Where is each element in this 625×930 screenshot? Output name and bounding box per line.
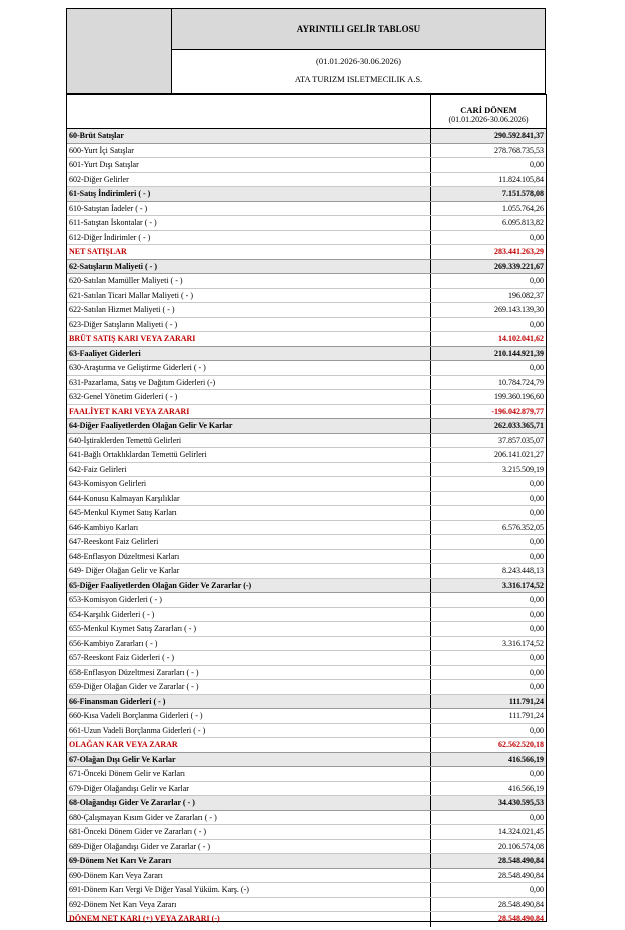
group-row: [67, 129, 546, 144]
row-value: 0,00: [530, 319, 544, 329]
group-row: [67, 796, 546, 811]
row-value: 269.339.221,67: [494, 261, 544, 271]
row-label: 655-Menkul Kıymet Satış Zararları ( - ): [69, 624, 197, 633]
row-value: 199.360.196,60: [494, 392, 544, 401]
row-value: -196.042.879,77: [491, 406, 544, 416]
row-label: 658-Enflasyon Düzeltmesi Zararları ( - ): [69, 667, 199, 677]
row-value: 7.151.578,08: [502, 189, 544, 198]
row-value: 14.324.021,45: [498, 827, 544, 836]
row-value: 0,00: [530, 653, 544, 662]
row-label: 647-Reeskont Faiz Gelirleri: [69, 537, 159, 546]
row-value: 3.215.509,19: [502, 464, 544, 474]
group-row: [67, 695, 546, 710]
report-period: (01.01.2026-30.06.2026): [316, 56, 401, 66]
table-row: [67, 869, 546, 884]
row-value: 0,00: [530, 232, 544, 242]
row-label: 641-Bağlı Ortaklıklardan Temettü Gelirleri: [69, 450, 207, 459]
row-label: 632-Genel Yönetim Giderleri ( - ): [69, 392, 178, 401]
row-label: 661-Uzun Vadeli Borçlanma Giderleri ( - ): [69, 725, 206, 735]
row-value: 0,00: [530, 363, 544, 372]
table-row: [67, 608, 546, 623]
row-label: 63-Faaliyet Giderleri: [69, 348, 141, 358]
table-row: [67, 840, 546, 855]
row-label: 611-Satıştan İskontalar ( - ): [69, 218, 157, 227]
table-row: [67, 158, 546, 173]
row-value: 262.033.365,71: [494, 421, 544, 430]
row-label: OLAĞAN KAR VEYA ZARAR: [69, 740, 178, 749]
table-row: [67, 463, 546, 478]
row-value: 290.592.841,37: [494, 131, 544, 140]
table-row: [67, 289, 546, 304]
row-label: 621-Satılan Ticari Mallar Maliyeti ( - ): [69, 290, 193, 300]
table-row: [67, 390, 546, 405]
row-label: 654-Karşılık Giderleri ( - ): [69, 609, 155, 619]
row-value: 20.106.574,08: [498, 841, 544, 851]
row-value: 278.768.735,53: [494, 145, 544, 155]
report-title: AYRINTILI GELİR TABLOSU: [172, 9, 545, 50]
row-value: 3.316.174,52: [502, 638, 544, 648]
row-label: 67-Olağan Dışı Gelir Ve Karlar: [69, 754, 176, 764]
row-value: 0,00: [530, 885, 544, 894]
table-row: [67, 666, 546, 681]
row-value: 28.548.490,84: [498, 899, 544, 909]
row-value: 28.548.490,84: [498, 856, 544, 865]
row-value: 0,00: [530, 682, 544, 691]
row-value: 62.562.520,18: [498, 740, 544, 749]
row-value: 10.784.724,79: [498, 377, 544, 387]
group-row: [67, 187, 546, 202]
table-rows: [67, 129, 546, 927]
report-header: [66, 8, 546, 94]
row-value: 1.055.764,26: [502, 203, 544, 213]
group-row: [67, 854, 546, 869]
row-value: 210.144.921,39: [494, 348, 544, 358]
row-label: 692-Dönem Net Karı Veya Zararı: [69, 899, 177, 909]
table-row: [67, 434, 546, 449]
row-label: 620-Satılan Mamüller Maliyeti ( - ): [69, 276, 183, 285]
row-value: 28.548.490,84: [498, 870, 544, 880]
company-name: ATA TURIZM ISLETMECILIK A.S.: [294, 74, 423, 84]
row-label: 68-Olağandışı Gider Ve Zararlar ( - ): [69, 798, 195, 807]
row-label: 680-Çalışmayan Kısım Gider ve Zararları ( - ): [69, 812, 217, 822]
row-value: 111.791,24: [508, 711, 544, 720]
row-value: 196.082,37: [508, 290, 544, 300]
row-label: 631-Pazarlama, Satış ve Dağıtım Giderleri (-): [69, 377, 216, 387]
total-row: [67, 912, 546, 927]
group-row: [67, 753, 546, 768]
group-row: [67, 419, 546, 434]
row-label: FAALİYET KARI VEYA ZARARI: [69, 406, 190, 416]
row-label: 649- Diğer Olağan Gelir ve Karlar: [69, 566, 180, 575]
row-value: 14.102.041,62: [498, 334, 544, 343]
row-value: 28.548.490,84: [498, 914, 544, 923]
table-row: [67, 637, 546, 652]
table-row: [67, 898, 546, 913]
row-value: 0,00: [530, 609, 544, 619]
table-row: [67, 593, 546, 608]
row-value: 269.143.139,30: [494, 305, 544, 314]
header-left-strip: [67, 9, 172, 93]
table-row: [67, 173, 546, 188]
row-value: 206.141.021,27: [494, 450, 544, 459]
row-label: 646-Kambiyo Karları: [69, 522, 139, 532]
table-row: [67, 883, 546, 898]
table-row: [67, 202, 546, 217]
row-label: NET SATIŞLAR: [69, 247, 127, 256]
row-value: 0,00: [530, 595, 544, 604]
table-row: [67, 550, 546, 565]
row-label: 622-Satılan Hizmet Maliyeti ( - ): [69, 305, 175, 314]
table-row: [67, 318, 546, 333]
row-value: 11.824.105,84: [498, 174, 544, 184]
row-label: 600-Yurt İçi Satışlar: [69, 145, 134, 155]
income-table: [66, 94, 547, 922]
row-label: 623-Diğer Satışların Maliyeti ( - ): [69, 319, 178, 329]
row-value: 0,00: [530, 725, 544, 735]
total-row: [67, 738, 546, 753]
table-row: [67, 782, 546, 797]
row-value: 0,00: [530, 276, 544, 285]
table-row: [67, 144, 546, 159]
row-label: 69-Dönem Net Karı Ve Zararı: [69, 856, 172, 865]
row-label: 679-Diğer Olağandışı Gelir ve Karlar: [69, 783, 189, 793]
row-value: 0,00: [530, 160, 544, 169]
income-statement-sheet: [66, 8, 546, 923]
row-value: 111.791,24: [508, 696, 544, 706]
table-row: [67, 724, 546, 739]
row-label: 657-Reeskont Faiz Giderleri ( - ): [69, 653, 175, 662]
row-label: 645-Menkul Kıymet Satış Karları: [69, 508, 177, 517]
row-label: 656-Kambiyo Zararları ( - ): [69, 638, 158, 648]
row-value: 0,00: [530, 537, 544, 546]
row-value: 283.441.263,29: [494, 247, 544, 256]
group-row: [67, 260, 546, 275]
row-label: 640-İştiraklerden Temettü Gelirleri: [69, 435, 182, 445]
row-value: 0,00: [530, 493, 544, 503]
row-label: 691-Dönem Karı Vergi Ve Diğer Yasal Yüküm. Karş. (-): [69, 885, 249, 894]
row-label: 690-Dönem Karı Veya Zararı: [69, 870, 163, 880]
row-value: 0,00: [530, 508, 544, 517]
table-row: [67, 303, 546, 318]
total-row: [67, 245, 546, 260]
table-row: [67, 216, 546, 231]
table-row: [67, 564, 546, 579]
row-label: DÖNEM NET KARI (+) VEYA ZARARI (-): [69, 914, 220, 923]
row-value: 8.243.448,13: [502, 566, 544, 575]
total-row: [67, 405, 546, 420]
row-label: 644-Konusu Kalmayan Karşılıklar: [69, 493, 180, 503]
table-row: [67, 506, 546, 521]
row-label: 65-Diğer Faaliyetlerden Olağan Gider Ve Zararlar (-): [69, 580, 252, 590]
table-row: [67, 376, 546, 391]
row-label: 671-Önceki Dönem Gelir ve Karları: [69, 769, 185, 778]
table-row: [67, 651, 546, 666]
table-row: [67, 521, 546, 536]
row-value: 0,00: [530, 479, 544, 488]
row-label: 602-Diğer Gelirler: [69, 174, 129, 184]
row-value: 3.316.174,52: [502, 580, 544, 590]
table-row: [67, 361, 546, 376]
row-label: 61-Satış İndirimleri ( - ): [69, 189, 151, 198]
row-label: 60-Brüt Satışlar: [69, 131, 124, 140]
table-row: [67, 477, 546, 492]
table-row: [67, 492, 546, 507]
row-label: 648-Enflasyon Düzeltmesi Karları: [69, 551, 180, 561]
group-row: [67, 579, 546, 594]
row-value: 416.566,19: [508, 783, 544, 793]
row-label: 681-Önceki Dönem Gider ve Zararları ( - ): [69, 827, 207, 836]
table-row: [67, 680, 546, 695]
table-row: [67, 448, 546, 463]
row-label: 659-Diğer Olağan Gider ve Zararlar ( - ): [69, 682, 199, 691]
total-row: [67, 332, 546, 347]
row-label: BRÜT SATIŞ KARI VEYA ZARARI: [69, 334, 196, 343]
row-value: 0,00: [530, 769, 544, 778]
row-label: 643-Komisyon Gelirleri: [69, 479, 147, 488]
row-label: 612-Diğer İndirimler ( - ): [69, 232, 151, 242]
row-label: 630-Araştırma ve Geliştirme Giderleri ( - ): [69, 363, 206, 372]
current-period-label: CARİ DÖNEM: [460, 105, 517, 115]
table-row: [67, 811, 546, 826]
row-label: 64-Diğer Faaliyetlerden Olağan Gelir Ve Karlar: [69, 421, 233, 430]
table-row: [67, 767, 546, 782]
row-label: 689-Diğer Olağandışı Gider ve Zararlar ( - ): [69, 841, 211, 851]
table-row: [67, 231, 546, 246]
table-row: [67, 825, 546, 840]
row-value: 0,00: [530, 624, 544, 633]
group-row: [67, 347, 546, 362]
row-value: 416.566,19: [508, 754, 544, 764]
row-label: 642-Faiz Gelirleri: [69, 464, 127, 474]
row-value: 6.576.352,05: [502, 522, 544, 532]
table-row: [67, 709, 546, 724]
table-row: [67, 622, 546, 637]
column-header: [67, 95, 546, 129]
row-label: 66-Finansman Giderleri ( - ): [69, 696, 166, 706]
row-label: 610-Satıştan İadeler ( - ): [69, 203, 148, 213]
row-value: 0,00: [530, 812, 544, 822]
row-label: 601-Yurt Dışı Satışlar: [69, 160, 139, 169]
table-row: [67, 535, 546, 550]
row-value: 6.095.813,82: [502, 218, 544, 227]
row-value: 0,00: [530, 667, 544, 677]
row-value: 0,00: [530, 551, 544, 561]
report-subheader: [172, 50, 545, 93]
row-label: 660-Kısa Vadeli Borçlanma Giderleri ( - ): [69, 711, 203, 720]
row-value: 34.430.595,53: [498, 798, 544, 807]
current-period-range: (01.01.2026-30.06.2026): [448, 115, 529, 124]
row-label: 62-Satışların Maliyeti ( - ): [69, 261, 157, 271]
row-label: 653-Komisyon Giderleri ( - ): [69, 595, 162, 604]
row-value: 37.857.035,07: [498, 435, 544, 445]
table-row: [67, 274, 546, 289]
